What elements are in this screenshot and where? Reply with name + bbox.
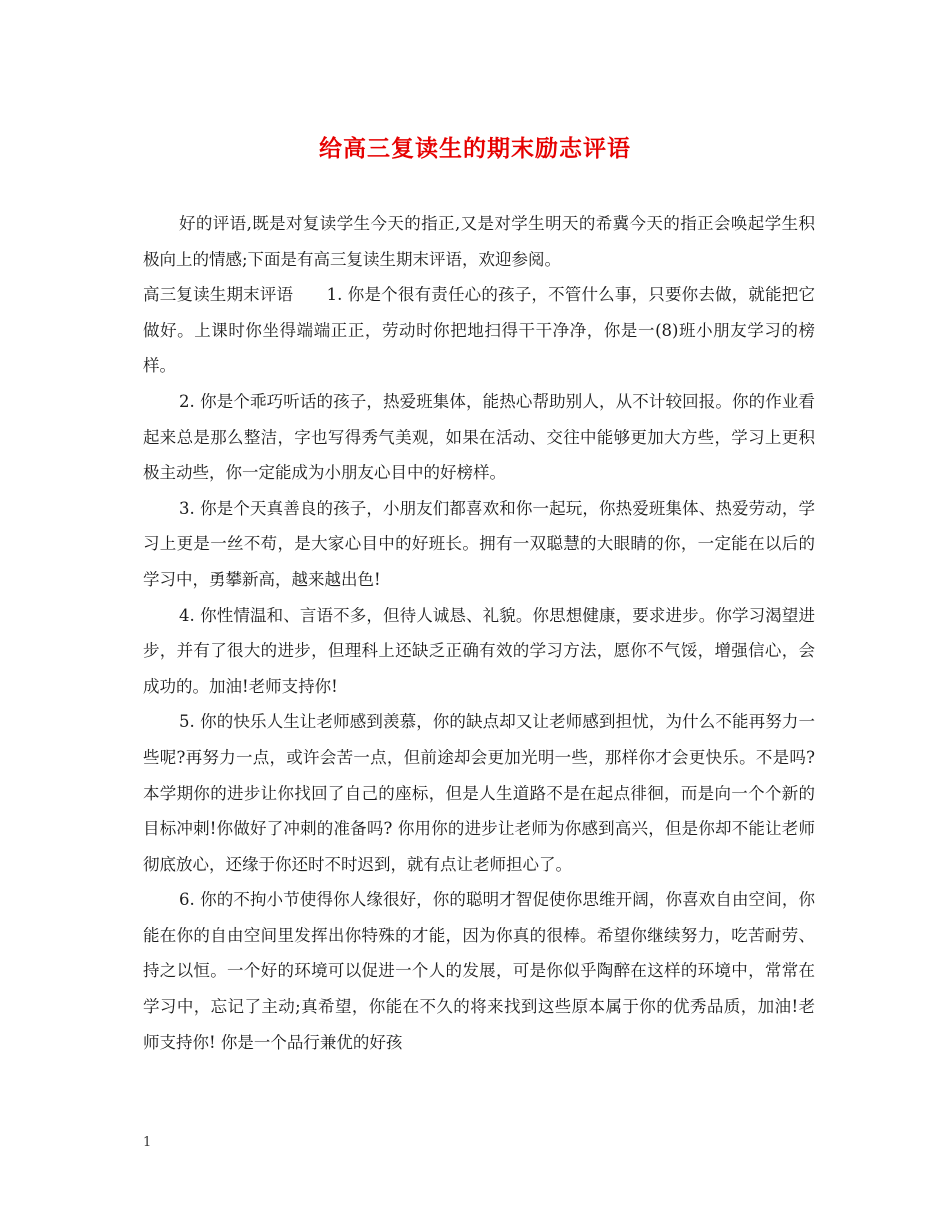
comment-paragraph-4: 4. 你性情温和、言语不多，但待人诚恳、礼貌。你思想健康，要求进步。你学习渴望进步，并有了很大的进步，但理科上还缺乏正确有效的学习方法，愿你不气馁，增强信心，会成功的。加油!老师支持你! — [143, 605, 815, 696]
comment-paragraph-5: 5. 你的快乐人生让老师感到羡慕，你的缺点却又让老师感到担忧，为什么不能再努力一些呢?再努力一点，或许会苦一点，但前途却会更加光明一些，那样你才会更快乐。不是吗? 本学期你的进步让你找回了自己的座标，但是人生道路不是在起点徘徊，而是向一个个新的目标冲刺!你做好了冲刺的准备吗? 你用你的进步让老师为你感到高兴，但是你却不能让老师彻底放心，还缘于你还时不时迟到，就有点让老师担心了。 — [143, 712, 815, 874]
page-number: 1 — [143, 1135, 152, 1150]
comment-paragraph-1: 高三复读生期末评语 1. 你是个很有责任心的孩子，不管什么事，只要你去做，就能把它做好。上课时你坐得端端正正，劳动时你把地扫得干干净净，你是一(8)班小朋友学习的榜样。 — [143, 285, 815, 376]
intro-paragraph: 好的评语,既是对复读学生今天的指正,又是对学生明天的希冀今天的指正会唤起学生积极向上的情感;下面是有高三复读生期末评语，欢迎参阅。 — [143, 214, 815, 269]
comment-paragraph-3: 3. 你是个天真善良的孩子，小朋友们都喜欢和你一起玩，你热爱班集体、热爱劳动，学习上更是一丝不苟，是大家心目中的好班长。拥有一双聪慧的大眼睛的你，一定能在以后的学习中，勇攀新高，越来越出色! — [143, 498, 815, 589]
comment-paragraph-6: 6. 你的不拘小节使得你人缘很好，你的聪明才智促使你思维开阔，你喜欢自由空间，你能在你的自由空间里发挥出你特殊的才能，因为你真的很棒。希望你继续努力，吃苦耐劳、持之以恒。一个好的环境可以促进一个人的发展，可是你似乎陶醉在这样的环境中，常常在学习中，忘记了主动;真希望，你能在不久的将来找到这些原本属于你的优秀品质，加油!老师支持你! 你是一个品行兼优的好孩 — [143, 890, 815, 1052]
comment-paragraph-2: 2. 你是个乖巧听话的孩子，热爱班集体，能热心帮助别人，从不计较回报。你的作业看起来总是那么整洁，字也写得秀气美观，如果在活动、交往中能够更加大方些，学习上更积极主动些，你一定能成为小朋友心目中的好榜样。 — [143, 391, 815, 483]
document-body — [143, 206, 815, 1060]
page-title: 给高三复读生的期末励志评语 — [319, 135, 631, 162]
